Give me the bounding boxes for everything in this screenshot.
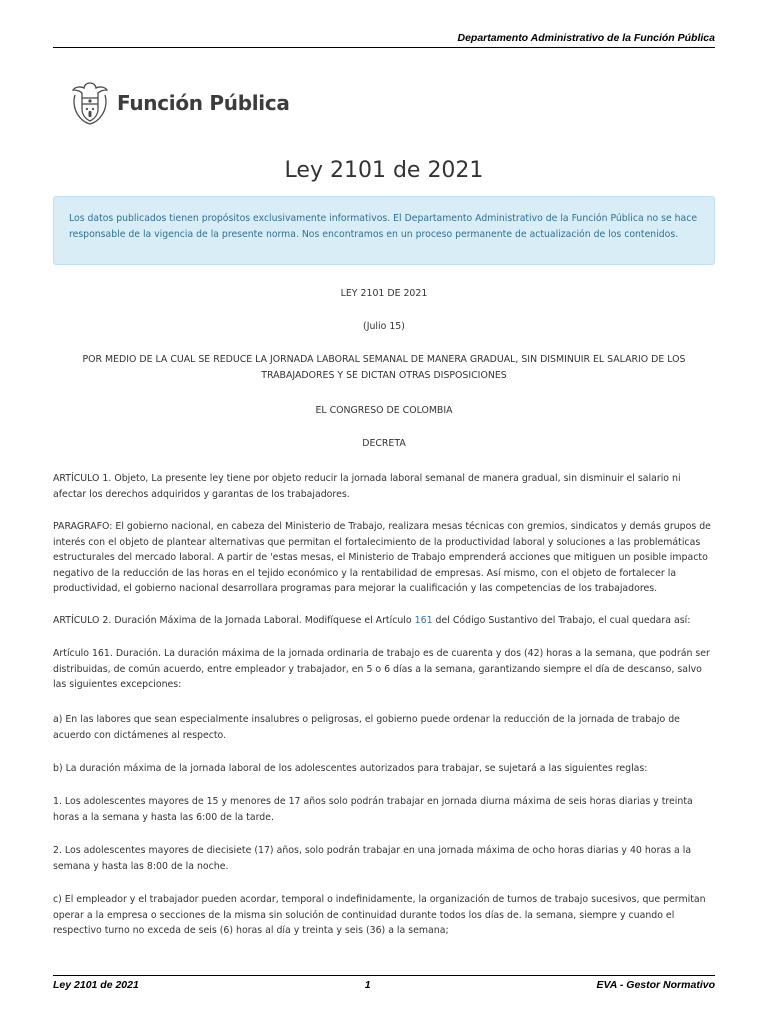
disclaimer-alert: Los datos publicados tienen propósitos exclusivamente informativos. El Departamento Administrativo de la Función Pública no se hace responsable de la vigencia de la presente norma. Nos encontramos en un proceso permanente de actualización de los contenidos. — [53, 196, 715, 265]
item-b: b) La duración máxima de la jornada laboral de los adolescentes autorizados para trabajar, se sujetará a las siguientes reglas: — [53, 763, 648, 774]
law-date: (Julio 15) — [363, 321, 405, 332]
article-2-text-end: del Código Sustantivo del Trabajo, el cual quedara así: — [432, 615, 691, 626]
article-161: Artículo 161. Duración. La duración máxima de la jornada ordinaria de trabajo es de cuarenta y dos (42) horas a la semana, que podrán ser distribuidas, de común acuerdo, entre empleador y trabajador, en 5 o 6 días a la semana, garantizando siempre el día de descanso, salvo las siguientes excepciones: — [53, 648, 710, 690]
running-header: Departamento Administrativo de la Función Pública — [53, 31, 715, 48]
decree-heading: DECRETA — [362, 438, 406, 449]
running-footer — [53, 975, 715, 991]
item-1: 1. Los adolescentes mayores de 15 y menores de 17 años solo podrán trabajar en jornada diurna máxima de seis horas diarias y treinta horas a la semana y hasta las 6:00 de la tarde. — [53, 796, 693, 823]
item-c: c) El empleador y el trabajador pueden acordar, temporal o indefinidamente, la organización de turnos de trabajo sucesivos, que permitan operar a la empresa o secciones de la misma sin solución de continuidad durante todos los días de. la semana, siempre y cuando el respectivo turno no exceda de seis (6) horas al día y treinta y seis (36) a la semana; — [53, 894, 706, 936]
article-1: ARTÍCULO 1. Objeto, La presente ley tiene por objeto reducir la jornada laboral semanal de manera gradual, sin disminuir el salario ni afectar los derechos adquiridos y garantas de los trabajadores. — [53, 473, 681, 500]
law-subject: POR MEDIO DE LA CUAL SE REDUCE LA JORNADA LABORAL SEMANAL DE MANERA GRADUAL, SIN DISMINUIR EL SALARIO DE LOS TRABAJADORES Y SE DICTAN OTRAS DISPOSICIONES — [82, 354, 686, 381]
logo-text: Función Pública — [117, 91, 290, 115]
article-2-text: ARTÍCULO 2. Duración Máxima de la Jornada Laboral. Modifíquese el Artículo — [53, 615, 415, 626]
document-title: Ley 2101 de 2021 — [284, 158, 484, 183]
footer-system-name: EVA - Gestor Normativo — [596, 979, 715, 991]
item-a: a) En las labores que sean especialmente insalubres o peligrosas, el gobierno puede ordenar la reducción de la jornada de trabajo de acuerdo con dictámenes al respecto. — [53, 714, 680, 741]
funcion-publica-logo — [69, 79, 290, 127]
paragrafo: PARAGRAFO: El gobierno nacional, en cabeza del Ministerio de Trabajo, realizara mesas técnicas con gremios, sindicatos y demás grupos de interés con el objeto de plantear alternativas que permitan el fortalecimiento de la productividad laboral y soluciones a las problemáticas estructurales del mercado laboral. A partir de 'estas mesas, el Ministerio de Trabajo emprenderá acciones que mitiguen un posible impacto negativo de la reducción de las horas en el tejido económico y la rentabilidad de empresas. Así mismo, con el objeto de fortalecer la productividad, el gobierno nacional desarrollara programas para mejorar la cualificación y las competencias de los trabajadores. — [53, 521, 711, 594]
document-page — [53, 0, 715, 1024]
article-2 — [53, 613, 715, 629]
law-name: LEY 2101 DE 2021 — [340, 288, 428, 299]
item-2: 2. Los adolescentes mayores de diecisiete (17) años, solo podrán trabajar en una jornada máxima de ocho horas diarias y 40 horas a la semana y hasta las 8:00 de la noche. — [53, 845, 692, 872]
law-issuer: EL CONGRESO DE COLOMBIA — [315, 405, 453, 416]
coat-of-arms-icon — [69, 79, 111, 127]
page-number: 1 — [364, 979, 371, 991]
article-161-link[interactable]: 161 — [414, 615, 433, 626]
footer-law-title: Ley 2101 de 2021 — [53, 979, 139, 991]
